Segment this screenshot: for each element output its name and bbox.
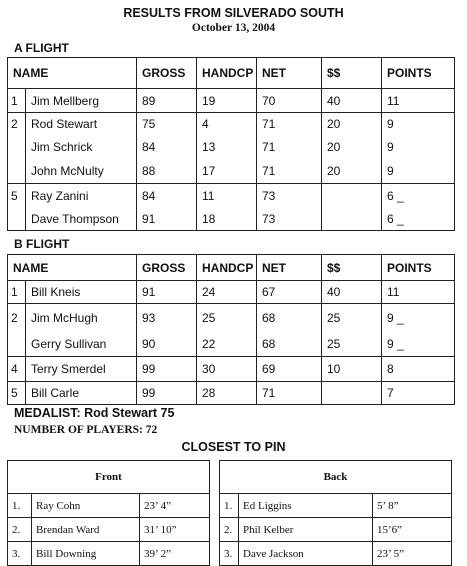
rank-cell [8,159,26,184]
name-cell: Ray Zanini [26,184,137,208]
gross-cell: 84 [137,136,197,159]
name-cell: John McNulty [26,159,137,184]
gross-cell: 93 [137,304,197,332]
handcp-cell: 17 [197,159,257,184]
gross-cell: 84 [137,184,197,208]
medalist-line: MEDALIST: Rod Stewart 75 [14,406,175,420]
name-cell: Jim Mellberg [26,89,137,113]
money-cell [322,382,382,405]
points-cell: 9 _ [382,332,455,357]
net-cell: 67 [257,281,322,304]
points-cell: 11 [382,89,455,113]
table-row [8,332,455,357]
pin-num-cell: 2. [220,518,239,542]
rank-cell [8,136,26,159]
header-net: NET [257,255,322,281]
net-cell: 69 [257,357,322,382]
net-cell: 71 [257,113,322,136]
table-row [8,382,455,405]
pin-num-cell: 1. [8,494,32,518]
gross-cell: 99 [137,382,197,405]
net-cell: 73 [257,208,322,231]
table-header [8,255,455,281]
pin-dist-cell: 39’ 2” [140,542,210,566]
back-header: Back [220,461,452,494]
header-money: $$ [322,255,382,281]
front-header: Front [8,461,210,494]
net-cell: 70 [257,89,322,113]
pin-name-cell: Ed Liggins [239,494,373,518]
rank-cell: 2 [8,304,26,332]
table-row [220,542,452,566]
table-row [8,518,210,542]
name-cell: Jim McHugh [26,304,137,332]
points-cell: 7 [382,382,455,405]
name-cell: Rod Stewart [26,113,137,136]
table-row [8,304,455,332]
name-cell: Gerry Sullivan [26,332,137,357]
money-cell [322,208,382,231]
name-cell: Jim Schrick [26,136,137,159]
a-flight-table [7,57,455,231]
handcp-cell: 4 [197,113,257,136]
table-row [8,208,455,231]
points-cell: 6 _ [382,208,455,231]
header-money: $$ [322,58,382,89]
header-handcp: HANDCP [197,255,257,281]
pin-name-cell: Ray Cohn [32,494,140,518]
rank-cell: 5 [8,382,26,405]
gross-cell: 88 [137,159,197,184]
rank-cell: 2 [8,113,26,136]
handcp-cell: 22 [197,332,257,357]
gross-cell: 91 [137,281,197,304]
pin-name-cell: Dave Jackson [239,542,373,566]
points-cell: 9 [382,136,455,159]
money-cell: 20 [322,113,382,136]
money-cell: 10 [322,357,382,382]
b-flight-label: B FLIGHT [14,237,70,251]
name-cell: Terry Smerdel [26,357,137,382]
handcp-cell: 19 [197,89,257,113]
money-cell: 40 [322,89,382,113]
table-row [8,136,455,159]
table-header [8,58,455,89]
header-points: POINTS [382,58,455,89]
name-cell: Bill Kneis [26,281,137,304]
net-cell: 68 [257,304,322,332]
money-cell: 20 [322,136,382,159]
front-pin-table [7,460,210,566]
pin-num-cell: 1. [220,494,239,518]
money-cell: 25 [322,332,382,357]
handcp-cell: 30 [197,357,257,382]
pin-name-cell: Bill Downing [32,542,140,566]
header-net: NET [257,58,322,89]
handcp-cell: 24 [197,281,257,304]
net-cell: 68 [257,332,322,357]
table-row [220,518,452,542]
rank-cell [8,332,26,357]
b-flight-table [7,254,455,405]
table-row [8,159,455,184]
net-cell: 71 [257,136,322,159]
table-row [8,357,455,382]
pin-num-cell: 3. [220,542,239,566]
handcp-cell: 28 [197,382,257,405]
handcp-cell: 13 [197,136,257,159]
pin-dist-cell: 31’ 10” [140,518,210,542]
page-title: RESULTS FROM SILVERADO SOUTH [123,6,344,20]
header-handcp: HANDCP [197,58,257,89]
header-gross: GROSS [137,58,197,89]
points-cell: 6 _ [382,184,455,208]
rank-cell: 1 [8,281,26,304]
header-points: POINTS [382,255,455,281]
net-cell: 71 [257,159,322,184]
page-date: October 13, 2004 [191,22,276,34]
pin-num-cell: 2. [8,518,32,542]
money-cell: 20 [322,159,382,184]
pin-dist-cell: 15’6” [373,518,452,542]
table-row [8,542,210,566]
handcp-cell: 11 [197,184,257,208]
table-row [8,281,455,304]
header-name: NAME [8,255,137,281]
points-cell: 8 [382,357,455,382]
pin-dist-cell: 23’ 4” [140,494,210,518]
gross-cell: 75 [137,113,197,136]
gross-cell: 91 [137,208,197,231]
net-cell: 71 [257,382,322,405]
header-name: NAME [8,58,137,89]
name-cell: Dave Thompson [26,208,137,231]
pin-name-cell: Phil Kelber [239,518,373,542]
rank-cell: 5 [8,184,26,208]
points-cell: 9 _ [382,304,455,332]
handcp-cell: 25 [197,304,257,332]
pin-dist-cell: 5’ 8” [373,494,452,518]
players-line: NUMBER OF PLAYERS: 72 [14,424,158,436]
points-cell: 9 [382,113,455,136]
table-row [8,113,455,136]
name-cell: Bill Carle [26,382,137,405]
points-cell: 9 [382,159,455,184]
handcp-cell: 18 [197,208,257,231]
money-cell: 40 [322,281,382,304]
net-cell: 73 [257,184,322,208]
money-cell [322,184,382,208]
gross-cell: 90 [137,332,197,357]
pin-dist-cell: 23’ 5” [373,542,452,566]
table-row [220,494,452,518]
back-pin-table [219,460,452,566]
money-cell: 25 [322,304,382,332]
rank-cell [8,208,26,231]
header-gross: GROSS [137,255,197,281]
a-flight-label: A FLIGHT [14,41,69,55]
closest-to-pin-title: CLOSEST TO PIN [181,440,286,454]
pin-name-cell: Brendan Ward [32,518,140,542]
table-row [8,89,455,113]
rank-cell: 4 [8,357,26,382]
rank-cell: 1 [8,89,26,113]
gross-cell: 89 [137,89,197,113]
points-cell: 11 [382,281,455,304]
table-row [8,494,210,518]
table-row [8,184,455,208]
gross-cell: 99 [137,357,197,382]
pin-num-cell: 3. [8,542,32,566]
